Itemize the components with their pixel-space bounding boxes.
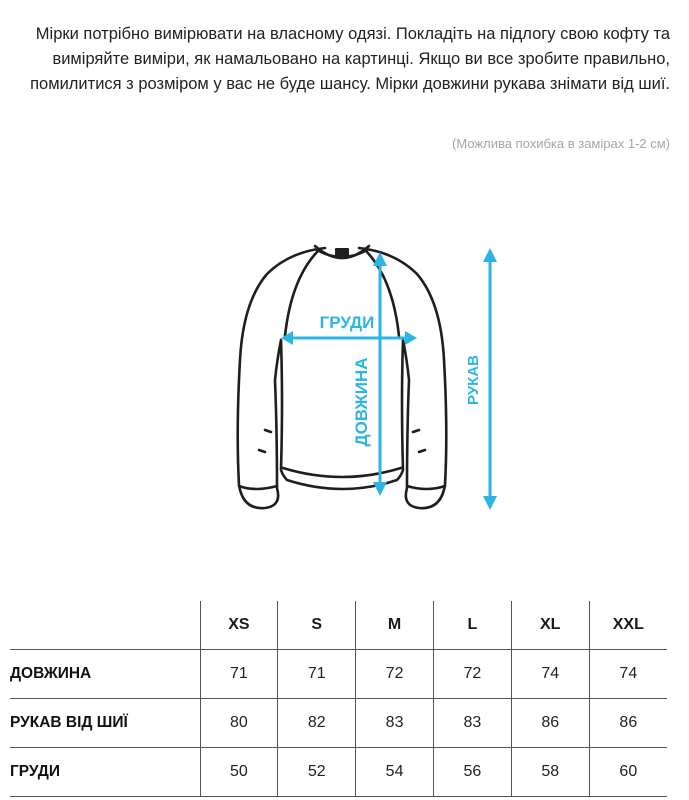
table-cell: 50 bbox=[200, 748, 278, 797]
sweatshirt-body-outline bbox=[238, 248, 447, 508]
intro-text: Мірки потрібно вимірювати на власному одязі. Покладіть на підлогу свою кофту та виміряйте виміри, як намальовано на картинці. Якщо ви все зробите правильно, помилитися з розміром у вас не буде шансу. Мірки довжини рукава знімати від шиї. bbox=[30, 25, 670, 93]
row-label-sleeve: РУКАВ ВІД ШИЇ bbox=[10, 699, 200, 748]
table-cell: 74 bbox=[511, 650, 589, 699]
table-row bbox=[10, 748, 667, 797]
chest-arrow-head-left bbox=[281, 331, 293, 345]
table-row bbox=[10, 650, 667, 699]
cuff-left bbox=[239, 486, 277, 489]
raglan-seam-left bbox=[285, 252, 317, 336]
measurement-note: (Можлива похибка в замірах 1-2 см) bbox=[452, 136, 670, 151]
length-arrow-head-bottom bbox=[373, 482, 387, 496]
table-cell: 72 bbox=[356, 650, 434, 699]
sleeve-arrow-head-bottom bbox=[483, 496, 497, 510]
table-cell: 86 bbox=[511, 699, 589, 748]
table-cell: 82 bbox=[278, 699, 356, 748]
table-cell: 71 bbox=[200, 650, 278, 699]
sleeve-arrow-head-top bbox=[483, 248, 497, 262]
table-cell: 52 bbox=[278, 748, 356, 797]
table-row bbox=[10, 699, 667, 748]
table-cell: 72 bbox=[433, 650, 511, 699]
size-table bbox=[10, 601, 667, 797]
sweatshirt-diagram bbox=[225, 240, 515, 520]
header-blank-cell bbox=[10, 601, 200, 650]
chest-label: ГРУДИ bbox=[319, 313, 375, 332]
size-header-xl: XL bbox=[511, 601, 589, 650]
size-header-s: S bbox=[278, 601, 356, 650]
table-cell: 86 bbox=[589, 699, 667, 748]
row-label-chest: ГРУДИ bbox=[10, 748, 200, 797]
sleeve-label: РУКАВ bbox=[465, 355, 482, 405]
table-cell: 83 bbox=[356, 699, 434, 748]
table-cell: 74 bbox=[589, 650, 667, 699]
sweatshirt-illustration bbox=[225, 240, 515, 520]
table-cell: 54 bbox=[356, 748, 434, 797]
size-header-m: M bbox=[356, 601, 434, 650]
cuff-right bbox=[407, 486, 445, 489]
table-cell: 60 bbox=[589, 748, 667, 797]
table-cell: 83 bbox=[433, 699, 511, 748]
table-cell: 56 bbox=[433, 748, 511, 797]
table-cell: 80 bbox=[200, 699, 278, 748]
size-header-xs: XS bbox=[200, 601, 278, 650]
chest-arrow-head-right bbox=[405, 331, 417, 345]
table-cell: 71 bbox=[278, 650, 356, 699]
table-cell: 58 bbox=[511, 748, 589, 797]
row-label-length: ДОВЖИНА bbox=[10, 650, 200, 699]
size-header-row bbox=[10, 601, 667, 650]
size-header-xxl: XXL bbox=[589, 601, 667, 650]
label-logo-icon bbox=[335, 248, 349, 256]
length-label: ДОВЖИНА bbox=[352, 357, 371, 447]
hem-band bbox=[283, 468, 401, 477]
size-header-l: L bbox=[433, 601, 511, 650]
